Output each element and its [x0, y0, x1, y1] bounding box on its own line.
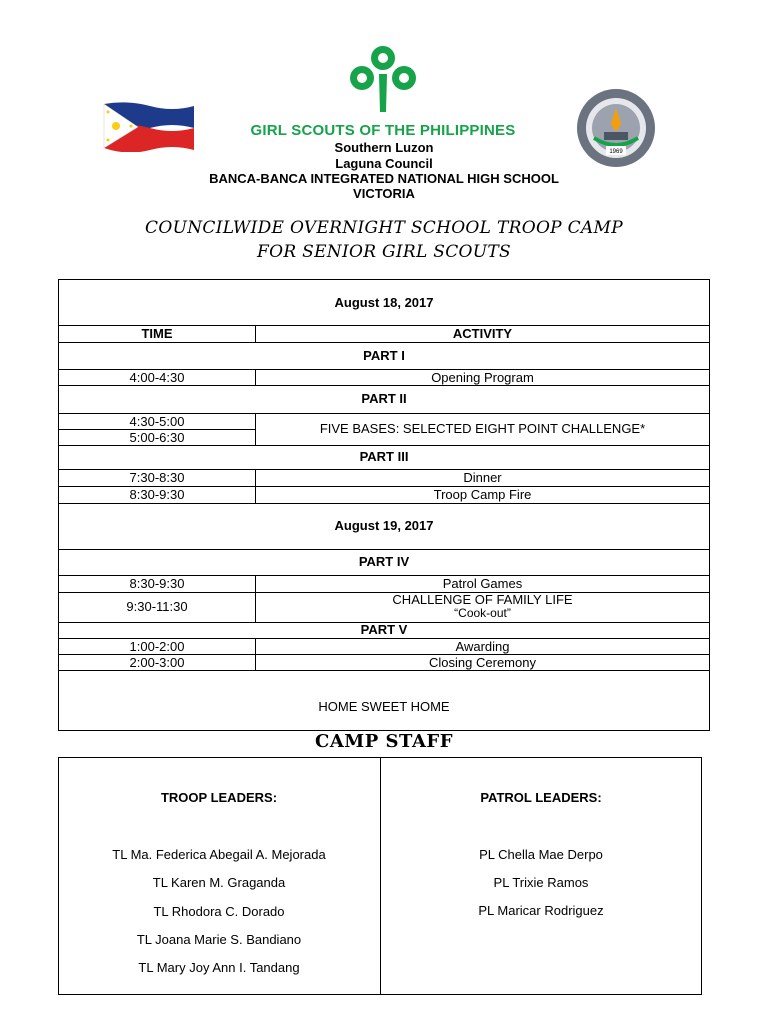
- school-name: BANCA-BANCA INTEGRATED NATIONAL HIGH SCHOOL: [209, 171, 559, 186]
- table-header-row: [59, 325, 709, 342]
- event-title-line-2: FOR SENIOR GIRL SCOUTS: [256, 242, 511, 262]
- time-cell: 5:00-6:30: [129, 430, 185, 445]
- date-row-2: August 19, 2017: [59, 503, 709, 549]
- table-row: [59, 638, 709, 654]
- patrol-leader-name: PL Maricar Rodriguez: [478, 903, 604, 918]
- troop-leader-name: TL Mary Joy Ann I. Tandang: [138, 960, 300, 975]
- activity-column-header: ACTIVITY: [255, 326, 709, 342]
- table-row: [59, 469, 709, 486]
- town-name: VICTORIA: [353, 186, 415, 201]
- patrol-leader-name: PL Trixie Ramos: [493, 875, 589, 890]
- troop-leaders-heading: TROOP LEADERS:: [160, 790, 278, 805]
- closing-row: [59, 670, 709, 730]
- time-column-header: TIME: [141, 326, 173, 341]
- part-row-1: PART I: [59, 342, 709, 369]
- council-name: Laguna Council: [335, 156, 433, 171]
- troop-leader-name: TL Rhodora C. Dorado: [153, 904, 285, 919]
- camp-staff-title: CAMP STAFF: [315, 731, 453, 752]
- time-cell: 4:30-5:00: [59, 414, 255, 430]
- time-cell: 8:30-9:30: [129, 487, 185, 502]
- time-cell: 2:00-3:00: [129, 655, 185, 670]
- schedule-table: [58, 279, 710, 731]
- activity-cell: Opening Program: [255, 370, 709, 385]
- time-cell: 8:30-9:30: [129, 576, 185, 591]
- patrol-leaders-heading: PATROL LEADERS:: [480, 790, 602, 805]
- troop-leader-name: TL Ma. Federica Abegail A. Mejorada: [112, 847, 326, 862]
- event-title-line-1: COUNCILWIDE OVERNIGHT SCHOOL TROOP CAMP: [145, 218, 623, 238]
- time-cell: 4:00-4:30: [129, 370, 185, 385]
- table-row: [59, 575, 709, 592]
- table-row: [59, 654, 709, 670]
- table-row: [59, 486, 709, 503]
- closing-text: HOME SWEET HOME: [318, 699, 450, 714]
- part-row-3: PART III: [59, 445, 709, 469]
- table-row: [59, 592, 709, 622]
- time-cell: 1:00-2:00: [129, 639, 185, 654]
- activity-cell: Dinner: [255, 470, 709, 486]
- seal-year: 1969: [609, 149, 623, 155]
- camp-staff-table: [58, 757, 702, 995]
- part-row-4: PART IV: [59, 549, 709, 575]
- part-row-5: PART V: [59, 622, 709, 638]
- activity-cell: [255, 593, 709, 622]
- activity-cell: FIVE BASES: SELECTED EIGHT POINT CHALLENGE*: [255, 414, 709, 445]
- activity-cell: Troop Camp Fire: [255, 487, 709, 503]
- activity-cell: Closing Ceremony: [255, 655, 709, 670]
- troop-leader-name: TL Joana Marie S. Bandiano: [136, 932, 302, 947]
- trefoil-clover-icon: [344, 44, 422, 114]
- activity-main-text: CHALLENGE OF FAMILY LIFE: [392, 592, 573, 607]
- organization-name: GIRL SCOUTS OF THE PHILIPPINES: [250, 122, 516, 139]
- activity-subtext: “Cook-out”: [454, 606, 511, 620]
- date-row-1: August 18, 2017: [334, 295, 434, 310]
- table-row: [59, 369, 709, 385]
- time-cell: 9:30-11:30: [126, 599, 188, 614]
- time-cell: 7:30-8:30: [129, 470, 185, 485]
- part-row-2: PART II: [59, 385, 709, 413]
- activity-cell: Patrol Games: [255, 576, 709, 592]
- table-row: [59, 413, 709, 445]
- region-name: Southern Luzon: [334, 140, 434, 155]
- patrol-leader-name: PL Chella Mae Derpo: [479, 847, 603, 862]
- activity-cell: Awarding: [255, 639, 709, 654]
- troop-leader-name: TL Karen M. Graganda: [152, 875, 286, 890]
